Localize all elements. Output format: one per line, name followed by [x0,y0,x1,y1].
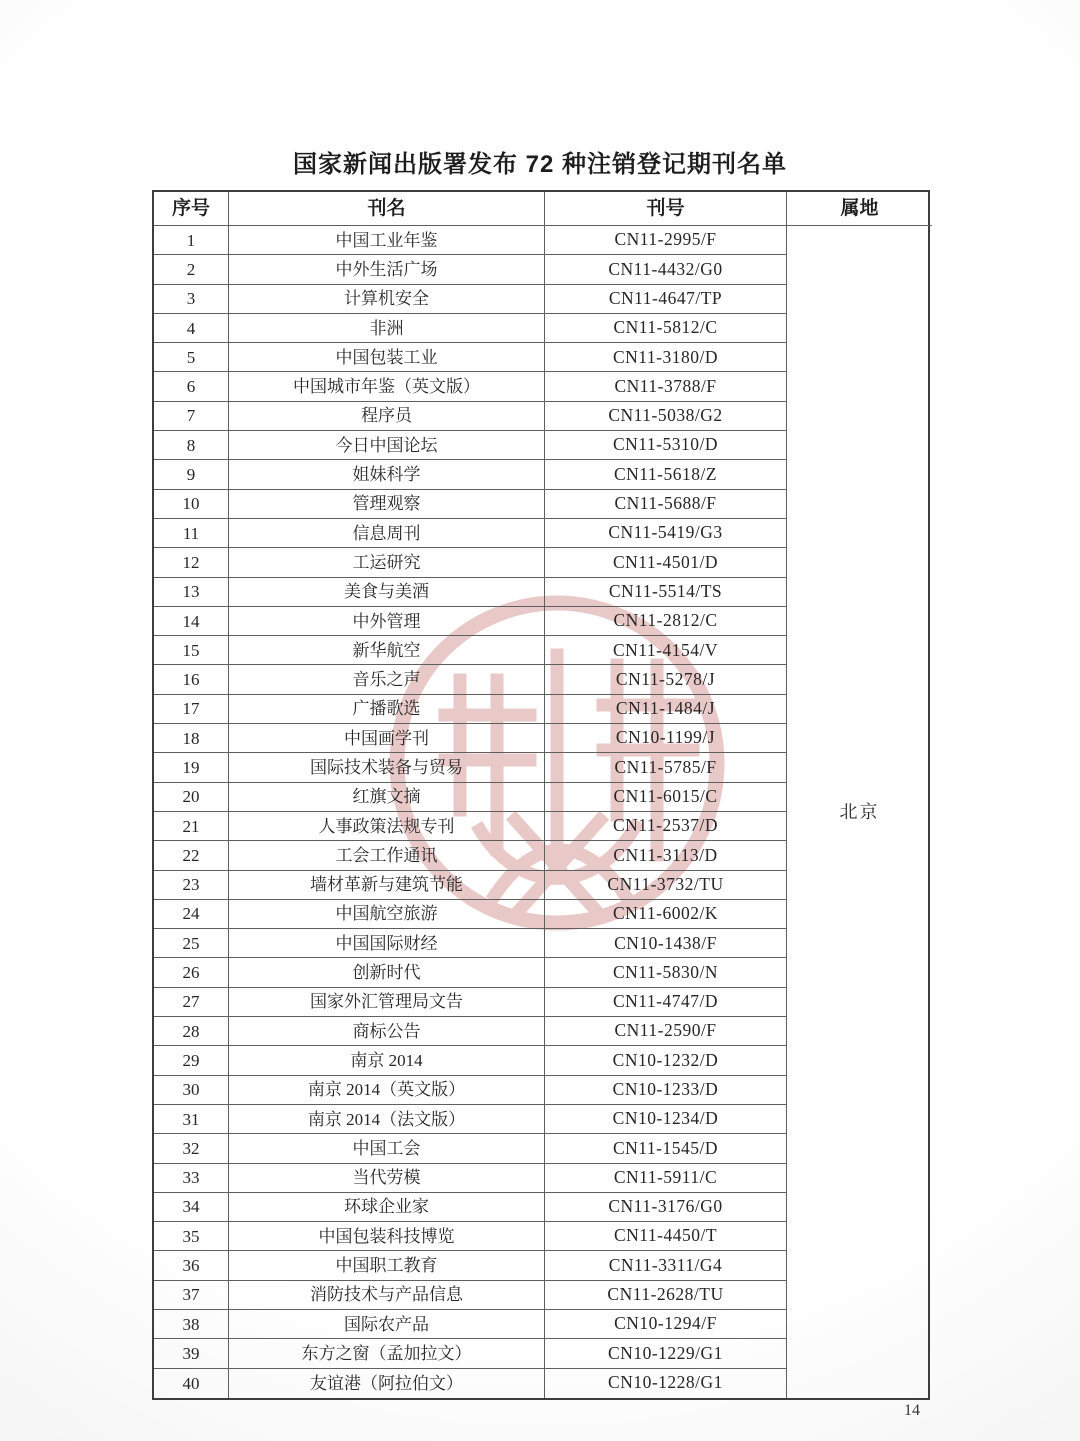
row-22-no: 22 [154,841,229,870]
row-6-no: 6 [154,372,229,401]
row-40-no: 40 [154,1369,229,1398]
row-12-code: CN11-4501/D [545,548,787,577]
row-15-code: CN11-4154/V [545,636,787,665]
row-4-name: 非洲 [229,314,545,343]
row-26-no: 26 [154,958,229,987]
row-22-name: 工会工作通讯 [229,841,545,870]
row-36-no: 36 [154,1251,229,1280]
page-number: 14 [904,1402,920,1419]
region-merged-cell: 北京 [839,801,880,822]
row-33-no: 33 [154,1164,229,1193]
row-31-name: 南京 2014（法文版） [229,1105,545,1134]
row-23-no: 23 [154,871,229,900]
row-4-no: 4 [154,314,229,343]
row-3-name: 计算机安全 [229,285,545,314]
row-1-code: CN11-2995/F [545,226,787,255]
row-39-code: CN10-1229/G1 [545,1339,787,1368]
col-header-name: 刊名 [229,192,545,226]
row-1-no: 1 [154,226,229,255]
row-27-no: 27 [154,988,229,1017]
page-title: 国家新闻出版署发布 72 种注销登记期刊名单 [292,151,788,178]
row-18-name: 中国画学刊 [229,724,545,753]
row-31-no: 31 [154,1105,229,1134]
row-9-name: 姐妹科学 [229,460,545,489]
row-5-no: 5 [154,343,229,372]
row-31-code: CN10-1234/D [545,1105,787,1134]
row-25-name: 中国国际财经 [229,929,545,958]
row-32-no: 32 [154,1134,229,1163]
row-28-no: 28 [154,1017,229,1046]
row-25-code: CN10-1438/F [545,929,787,958]
row-13-name: 美食与美酒 [229,578,545,607]
row-40-code: CN10-1228/G1 [545,1369,787,1398]
col-header-no: 序号 [154,192,229,226]
row-30-code: CN10-1233/D [545,1076,787,1105]
row-7-no: 7 [154,402,229,431]
row-10-code: CN11-5688/F [545,490,787,519]
row-8-name: 今日中国论坛 [229,431,545,460]
row-20-code: CN11-6015/C [545,783,787,812]
col-header-region: 属地 [787,192,932,226]
row-24-no: 24 [154,900,229,929]
row-9-no: 9 [154,460,229,489]
row-15-name: 新华航空 [229,636,545,665]
row-10-name: 管理观察 [229,490,545,519]
row-7-code: CN11-5038/G2 [545,402,787,431]
row-27-name: 国家外汇管理局文告 [229,988,545,1017]
row-16-code: CN11-5278/J [545,665,787,694]
row-27-code: CN11-4747/D [545,988,787,1017]
row-24-name: 中国航空旅游 [229,900,545,929]
row-21-name: 人事政策法规专刊 [229,812,545,841]
row-29-code: CN10-1232/D [545,1046,787,1075]
row-39-no: 39 [154,1339,229,1368]
row-39-name: 东方之窗（孟加拉文） [229,1339,545,1368]
row-11-code: CN11-5419/G3 [545,519,787,548]
row-40-name: 友谊港（阿拉伯文） [229,1369,545,1398]
row-28-name: 商标公告 [229,1017,545,1046]
row-17-no: 17 [154,695,229,724]
row-34-code: CN11-3176/G0 [545,1193,787,1222]
row-1-name: 中国工业年鉴 [229,226,545,255]
row-24-code: CN11-6002/K [545,900,787,929]
row-19-name: 国际技术装备与贸易 [229,753,545,782]
row-23-code: CN11-3732/TU [545,871,787,900]
row-33-name: 当代劳模 [229,1164,545,1193]
row-7-name: 程序员 [229,402,545,431]
row-30-no: 30 [154,1076,229,1105]
row-6-name: 中国城市年鉴（英文版） [229,372,545,401]
row-8-no: 8 [154,431,229,460]
row-35-no: 35 [154,1222,229,1251]
row-22-code: CN11-3113/D [545,841,787,870]
row-21-no: 21 [154,812,229,841]
row-15-no: 15 [154,636,229,665]
row-3-no: 3 [154,285,229,314]
row-28-code: CN11-2590/F [545,1017,787,1046]
row-38-code: CN10-1294/F [545,1310,787,1339]
row-19-no: 19 [154,753,229,782]
row-30-name: 南京 2014（英文版） [229,1076,545,1105]
row-36-name: 中国职工教育 [229,1251,545,1280]
row-2-name: 中外生活广场 [229,255,545,284]
row-11-name: 信息周刊 [229,519,545,548]
row-13-no: 13 [154,578,229,607]
row-2-code: CN11-4432/G0 [545,255,787,284]
row-16-no: 16 [154,665,229,694]
row-17-name: 广播歌选 [229,695,545,724]
row-29-no: 29 [154,1046,229,1075]
row-8-code: CN11-5310/D [545,431,787,460]
row-34-no: 34 [154,1193,229,1222]
row-35-name: 中国包装科技博览 [229,1222,545,1251]
col-header-code: 刊号 [545,192,787,226]
row-11-no: 11 [154,519,229,548]
row-12-name: 工运研究 [229,548,545,577]
row-37-no: 37 [154,1281,229,1310]
row-38-name: 国际农产品 [229,1310,545,1339]
row-29-name: 南京 2014 [229,1046,545,1075]
row-20-name: 红旗文摘 [229,783,545,812]
row-36-code: CN11-3311/G4 [545,1251,787,1280]
row-34-name: 环球企业家 [229,1193,545,1222]
row-18-no: 18 [154,724,229,753]
row-19-code: CN11-5785/F [545,753,787,782]
row-2-no: 2 [154,255,229,284]
row-35-code: CN11-4450/T [545,1222,787,1251]
row-20-no: 20 [154,783,229,812]
row-32-code: CN11-1545/D [545,1134,787,1163]
row-26-code: CN11-5830/N [545,958,787,987]
row-16-name: 音乐之声 [229,665,545,694]
row-18-code: CN10-1199/J [545,724,787,753]
row-4-code: CN11-5812/C [545,314,787,343]
row-17-code: CN11-1484/J [545,695,787,724]
row-14-name: 中外管理 [229,607,545,636]
row-37-code: CN11-2628/TU [545,1281,787,1310]
row-5-code: CN11-3180/D [545,343,787,372]
row-33-code: CN11-5911/C [545,1164,787,1193]
row-23-name: 墙材革新与建筑节能 [229,871,545,900]
row-21-code: CN11-2537/D [545,812,787,841]
row-5-name: 中国包装工业 [229,343,545,372]
row-37-name: 消防技术与产品信息 [229,1281,545,1310]
row-25-no: 25 [154,929,229,958]
row-12-no: 12 [154,548,229,577]
row-14-code: CN11-2812/C [545,607,787,636]
row-3-code: CN11-4647/TP [545,285,787,314]
row-32-name: 中国工会 [229,1134,545,1163]
row-6-code: CN11-3788/F [545,372,787,401]
row-13-code: CN11-5514/TS [545,578,787,607]
row-10-no: 10 [154,490,229,519]
row-9-code: CN11-5618/Z [545,460,787,489]
row-38-no: 38 [154,1310,229,1339]
row-26-name: 创新时代 [229,958,545,987]
row-14-no: 14 [154,607,229,636]
journal-table [152,190,930,1400]
